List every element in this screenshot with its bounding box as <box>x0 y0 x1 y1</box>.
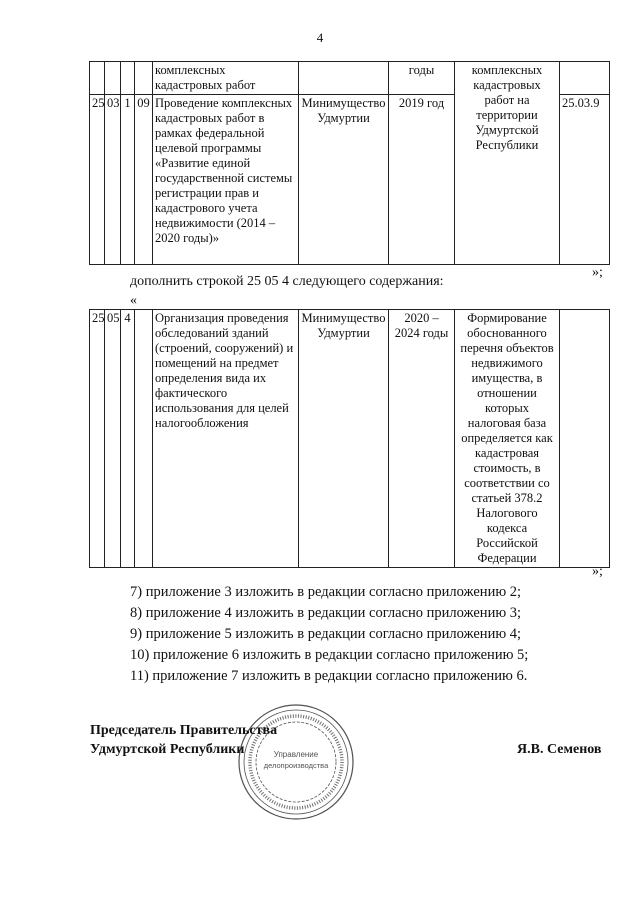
signatory-name: Я.В. Семенов <box>517 742 602 757</box>
table-cell-name: Организация проведения обследований зданий (строений, сооружений) и помещений на предмет определения вида их фактического использования для целей налогообложения <box>153 310 299 568</box>
list-item: 9) приложение 5 изложить в редакции согласно приложению 4; <box>130 626 522 642</box>
table-cell-executor: Минимущество Удмуртии <box>299 310 389 568</box>
table-cell-period: годы <box>389 62 455 95</box>
opening-quote: « <box>130 293 137 308</box>
page-number: 4 <box>316 30 324 45</box>
table-cell <box>135 310 153 568</box>
list-item: 7) приложение 3 изложить в редакции согласно приложению 2; <box>130 584 522 600</box>
list-item: 10) приложение 6 изложить в редакции согласно приложению 5; <box>130 647 529 663</box>
table-cell: 09 <box>135 95 153 265</box>
signatory-title-line: Председатель Правительства <box>90 723 278 738</box>
table-cell-indicator: 25.03.9 <box>560 95 610 265</box>
table-cell-result: Формирование обоснованного перечня объектов недвижимого имущества, в отношении которых налоговая база определяется как кадастровая стоимость, в соответствии со статьей 378.2 Налогового кодекса Российской Федерации <box>455 310 560 568</box>
signatory-title <box>90 721 277 759</box>
closing-quote: »; <box>592 564 603 579</box>
table-cell-indicator <box>560 62 610 95</box>
table-cell-name: Проведение комплексных кадастровых работ в рамках федеральной целевой программы «Развитие единой государственной системы регистрации прав и кадастрового учета недвижимости (2014 – 2020 годы)» <box>153 95 299 265</box>
table-cell-period: 2020 – 2024 годы <box>389 310 455 568</box>
table-cell-name: комплексных кадастровых работ <box>153 62 299 95</box>
table-cell: 05 <box>105 310 121 568</box>
closing-quote: »; <box>592 265 603 280</box>
program-table-1 <box>89 61 610 265</box>
amendment-list <box>130 582 528 687</box>
list-item: 8) приложение 4 изложить в редакции согласно приложению 3; <box>130 605 522 621</box>
table-cell: 03 <box>105 95 121 265</box>
program-table-2 <box>89 309 610 568</box>
table-cell <box>135 62 153 95</box>
table-cell <box>90 62 105 95</box>
official-seal-stamp <box>236 702 356 822</box>
list-item: 11) приложение 7 изложить в редакции согласно приложению 6. <box>130 668 528 684</box>
table-cell-period: 2019 год <box>389 95 455 265</box>
stamp-text: Управление <box>273 750 319 759</box>
table-cell-executor <box>299 62 389 95</box>
table-cell: 1 <box>121 95 135 265</box>
table-row <box>90 62 610 95</box>
signatory-title-line: Удмуртской Республики <box>90 742 245 757</box>
table-cell-indicator <box>560 310 610 568</box>
table-cell-result: комплексных кадастровых работ на территории Удмуртской Республики <box>455 62 560 265</box>
table-cell <box>121 62 135 95</box>
table-row <box>90 310 610 568</box>
table-cell: 25 <box>90 95 105 265</box>
add-row-instruction: дополнить строкой 25 05 4 следующего содержания: <box>130 274 444 289</box>
table-cell <box>105 62 121 95</box>
table-cell: 25 <box>90 310 105 568</box>
table-cell-executor: Минимущество Удмуртии <box>299 95 389 265</box>
stamp-text: делопроизводства <box>263 761 329 770</box>
table-cell: 4 <box>121 310 135 568</box>
